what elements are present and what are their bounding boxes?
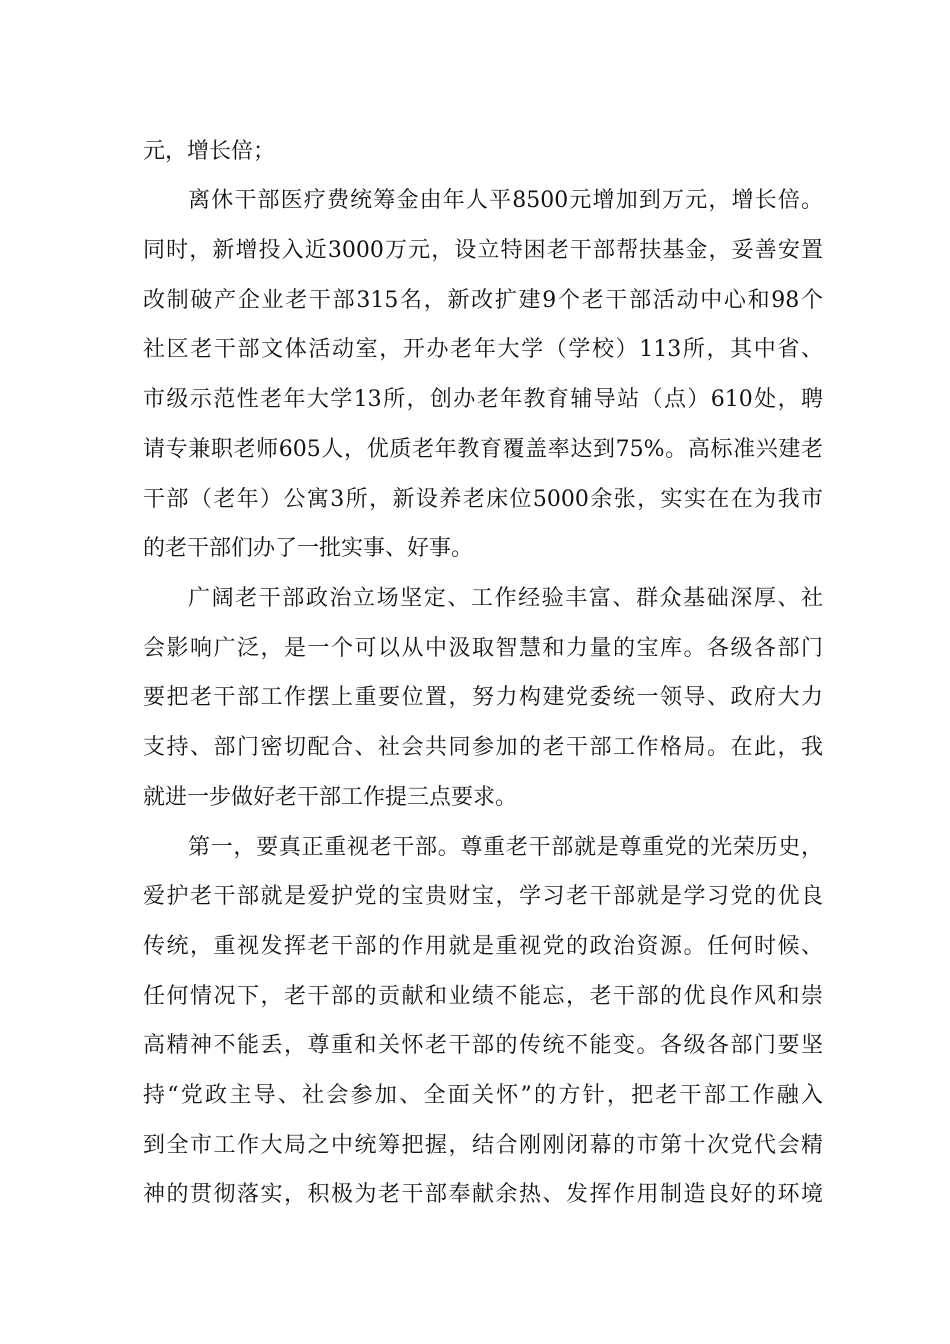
text-line-19: 高精神不能丢，尊重和关怀老干部的传统不能变。各级各部门要坚 [143,1033,823,1058]
text-line-22: 神的贯彻落实，积极为老干部奉献余热、发挥作用制造良好的环境 [143,1182,823,1207]
text-line-14: 就进一步做好老干部工作提三点要求。 [143,785,518,810]
text-line-9: 的老干部们办了一批实事、好事。 [143,536,474,561]
text-line-18: 任何情况下，老干部的贡献和业绩不能忘，老干部的优良作风和崇 [143,984,823,1009]
text-line-7: 请专兼职老师605人，优质老年教育覆盖率达到75%。高标准兴建老 [143,437,823,462]
text-line-15: 第一，要真正重视老干部。尊重老干部就是尊重党的光荣历史， [188,835,823,860]
text-line-1: 元，增长倍； [143,139,276,164]
text-line-16: 爱护老干部就是爱护党的宝贵财宝，学习老干部就是学习党的优良 [143,884,823,909]
text-line-12: 要把老干部工作摆上重要位置，努力构建党委统一领导、政府大力 [143,685,823,710]
text-line-13: 支持、部门密切配合、社会共同参加的老干部工作格局。在此，我 [143,735,823,760]
text-line-17: 传统，重视发挥老干部的作用就是重视党的政治资源。任何时候、 [143,934,823,959]
text-line-20: 持“党政主导、社会参加、全面关怀”的方针，把老干部工作融入 [143,1083,823,1108]
text-line-6: 市级示范性老年大学13所，创办老年教育辅导站（点）610处，聘 [143,387,823,412]
text-line-2: 离休干部医疗费统筹金由年人平8500元增加到万元，增长倍。 [188,188,823,213]
text-line-21: 到全市工作大局之中统筹把握，结合刚刚闭幕的市第十次党代会精 [143,1133,823,1158]
text-line-5: 社区老干部文体活动室，开办老年大学（学校）113所，其中省、 [143,337,823,362]
text-line-11: 会影响广泛，是一个可以从中汲取智慧和力量的宝库。各级各部门 [143,636,823,661]
text-line-4: 改制破产企业老干部315名，新改扩建9个老干部活动中心和98个 [143,288,823,313]
text-line-8: 干部（老年）公寓3所，新设养老床位5000余张，实实在在为我市 [143,487,823,512]
text-line-3: 同时，新增投入近3000万元，设立特困老干部帮扶基金，妥善安置 [143,238,823,263]
text-line-10: 广阔老干部政治立场坚定、工作经验丰富、群众基础深厚、社 [188,586,823,611]
